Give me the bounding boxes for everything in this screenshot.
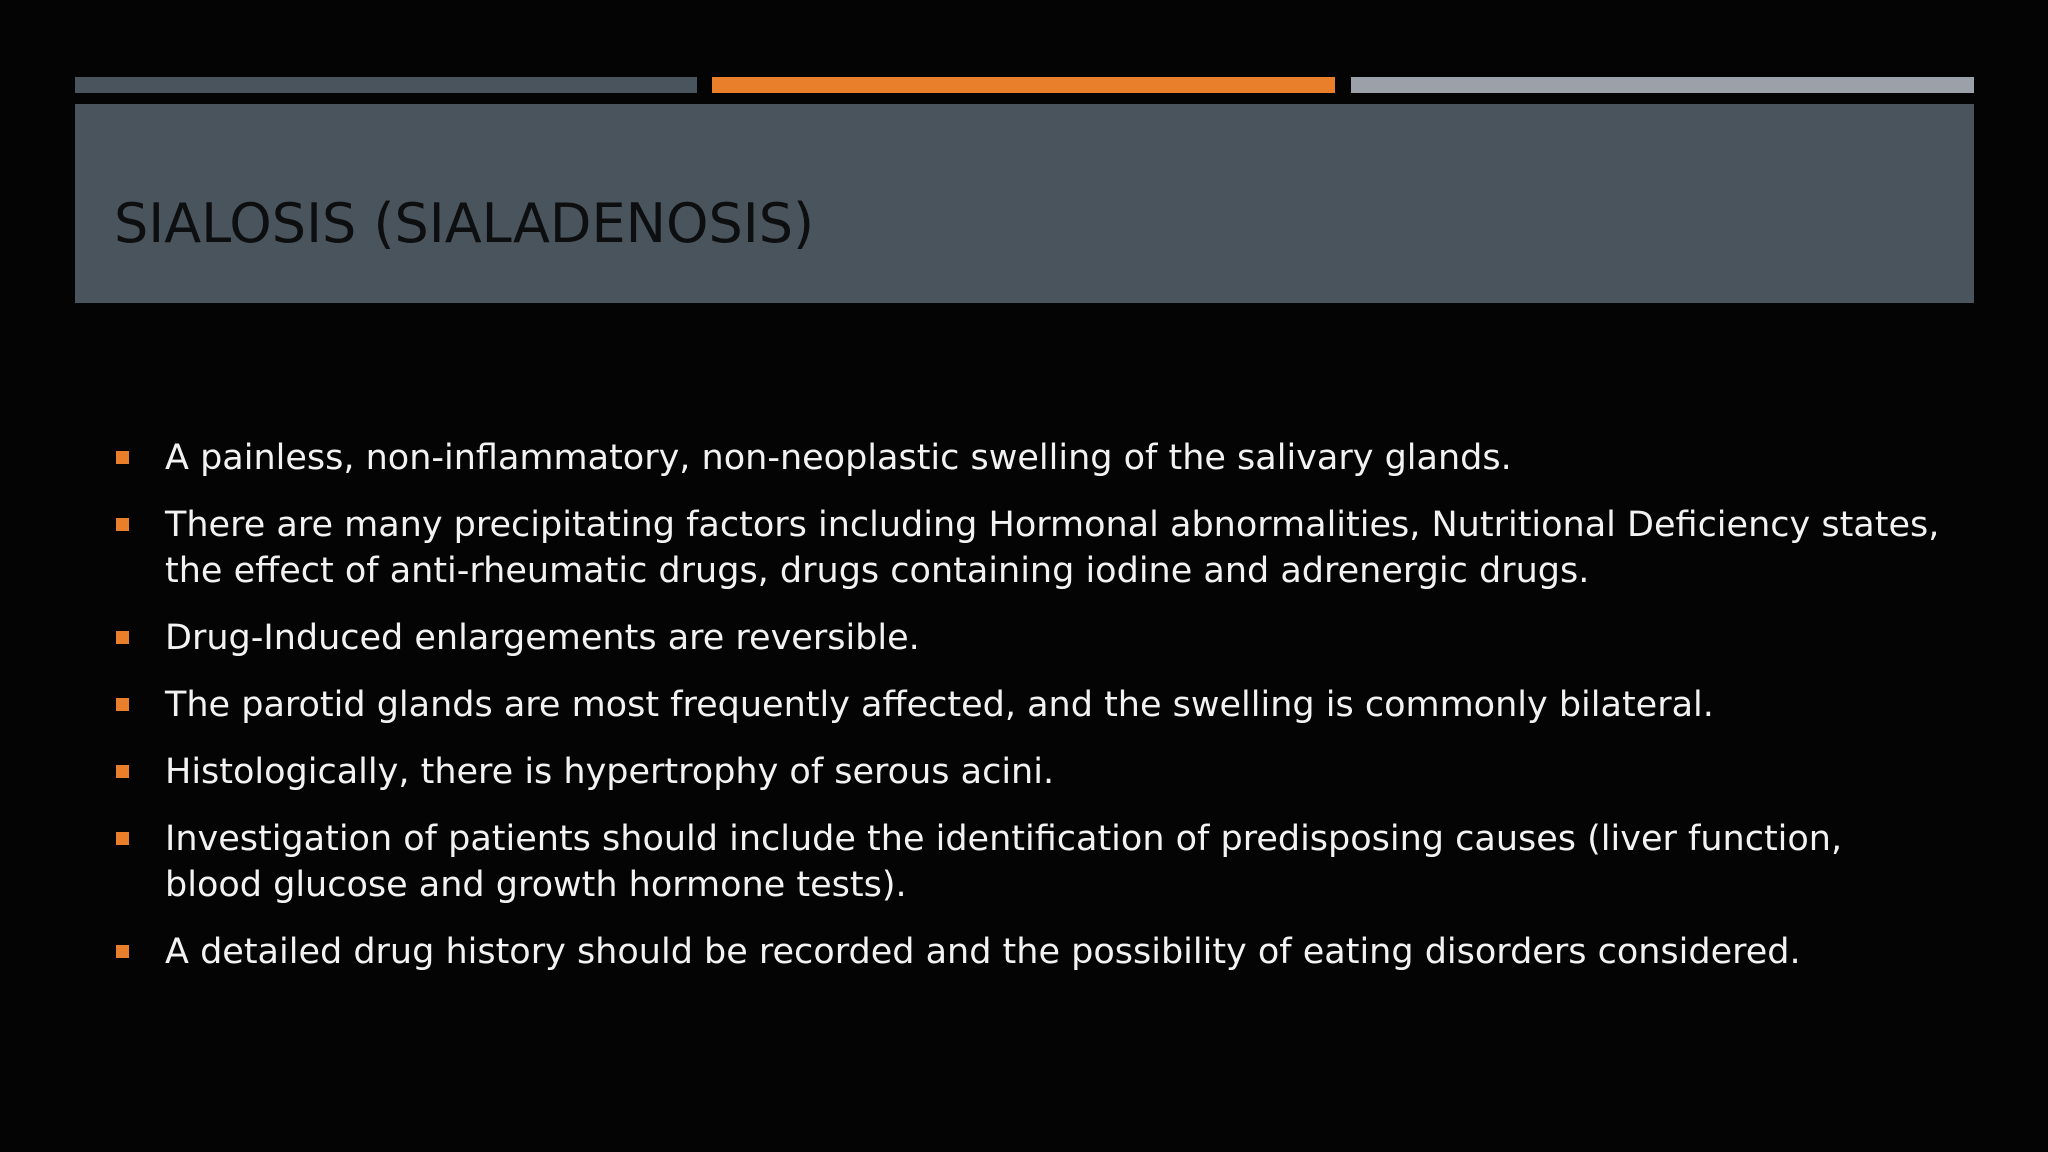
square-bullet-icon [116,832,129,845]
bullet-text: Drug-Induced enlargements are reversible. [165,618,920,658]
bullet-list [114,435,1944,996]
square-bullet-icon [116,765,129,778]
bullet-text: Histologically, there is hypertrophy of serous acini. [165,752,1055,792]
bullet-item [114,929,1944,975]
square-bullet-icon [116,451,129,464]
bullet-text: A painless, non-inflammatory, non-neoplastic swelling of the salivary glands. [165,438,1512,478]
bullet-item [114,682,1944,728]
square-bullet-icon [116,698,129,711]
bullet-text: Investigation of patients should include the identification of predisposing causes (liver function, blood glucose and growth hormone tests). [165,819,1843,905]
accent-bar-left [75,77,697,93]
accent-bar-middle [712,77,1335,93]
bullet-text: There are many precipitating factors including Hormonal abnormalities, Nutritional Deficiency states, the effect of anti-rheumatic drugs, drugs containing iodine and adrenergic drugs. [165,505,1940,591]
bullet-text: A detailed drug history should be recorded and the possibility of eating disorders considered. [165,932,1801,972]
bullet-text: The parotid glands are most frequently affected, and the swelling is commonly bilateral. [165,685,1714,725]
square-bullet-icon [116,945,129,958]
bullet-item [114,502,1944,594]
bullet-item [114,749,1944,795]
square-bullet-icon [116,518,129,531]
accent-bar-right [1351,77,1974,93]
slide-title: SIALOSIS (SIALADENOSIS) [114,192,815,255]
title-band [75,104,1974,303]
bullet-item [114,816,1944,908]
square-bullet-icon [116,631,129,644]
bullet-item [114,615,1944,661]
bullet-item [114,435,1944,481]
